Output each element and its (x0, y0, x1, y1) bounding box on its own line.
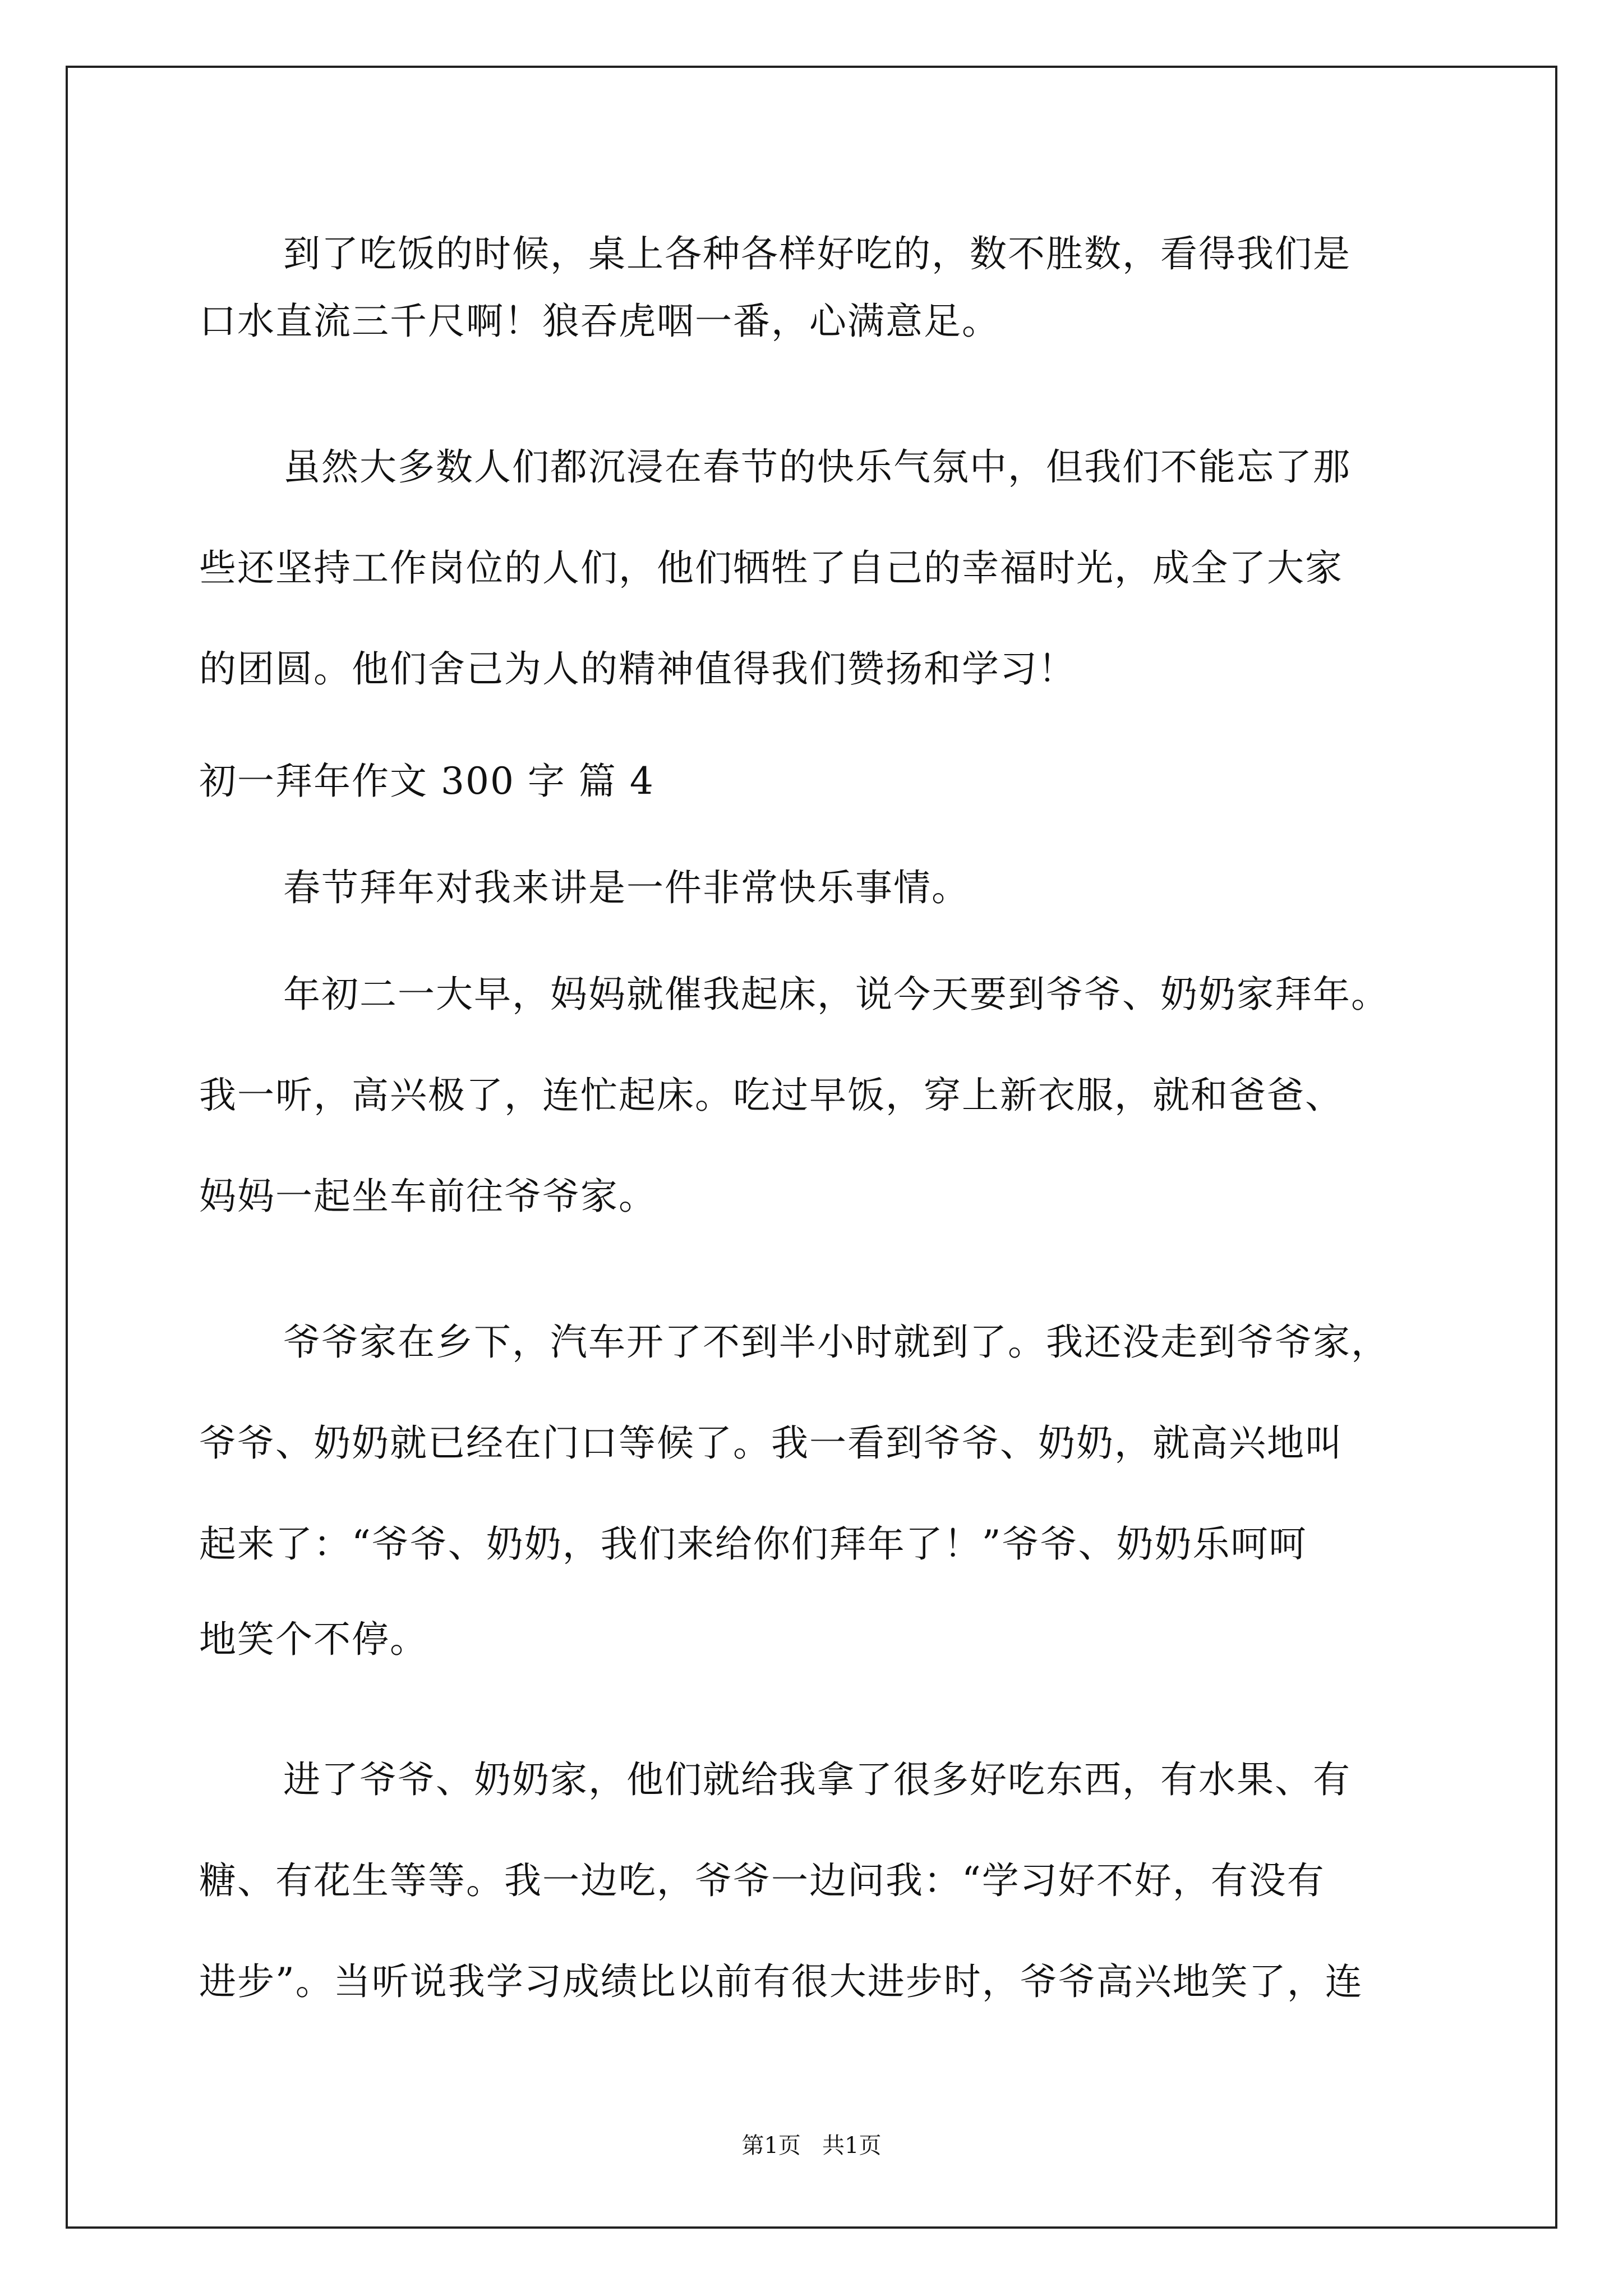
paragraph-line: 年初二一大早，妈妈就催我起床，说今天要到爷爷、奶奶家拜年。 (283, 973, 1389, 1016)
page-border (66, 66, 1557, 2229)
paragraph-line: 春节拜年对我来讲是一件非常快乐事情。 (283, 866, 970, 909)
section-heading: 初一拜年作文 300 字 篇 4 (199, 760, 654, 803)
paragraph-line: 糖、有花生等等。我一边吃，爷爷一边问我：“学习好不好，有没有 (199, 1859, 1325, 1902)
paragraph-line: 妈妈一起坐车前往爷爷家。 (199, 1175, 657, 1218)
paragraph-line: 些还坚持工作岗位的人们，他们牺牲了自己的幸福时光，成全了大家 (199, 546, 1343, 590)
paragraph-line: 到了吃饭的时候，桌上各种各样好吃的，数不胜数，看得我们是 (283, 232, 1351, 275)
paragraph-line: 虽然大多数人们都沉浸在春节的快乐气氛中，但我们不能忘了那 (283, 445, 1351, 489)
page-footer: 第1页 共1页 (741, 2133, 882, 2159)
paragraph-line: 爷爷家在乡下，汽车开了不到半小时就到了。我还没走到爷爷家， (283, 1320, 1389, 1364)
paragraph-line: 口水直流三千尺啊！狼吞虎咽一番，心满意足。 (199, 300, 1000, 343)
paragraph-line: 地笑个不停。 (199, 1618, 428, 1661)
paragraph-line: 进了爷爷、奶奶家，他们就给我拿了很多好吃东西，有水果、有 (283, 1758, 1351, 1801)
paragraph-line: 的团圆。他们舍己为人的精神值得我们赞扬和学习！ (199, 647, 1076, 691)
paragraph-line: 起来了：“爷爷、奶奶，我们来给你们拜年了！”爷爷、奶奶乐呵呵 (199, 1522, 1307, 1566)
paragraph-line: 爷爷、奶奶就已经在门口等候了。我一看到爷爷、奶奶，就高兴地叫 (199, 1421, 1343, 1465)
paragraph-line: 我一听，高兴极了，连忙起床。吃过早饭，穿上新衣服，就和爸爸、 (199, 1074, 1343, 1117)
paragraph-line: 进步”。当听说我学习成绩比以前有很大进步时，爷爷高兴地笑了，连 (199, 1960, 1363, 2003)
